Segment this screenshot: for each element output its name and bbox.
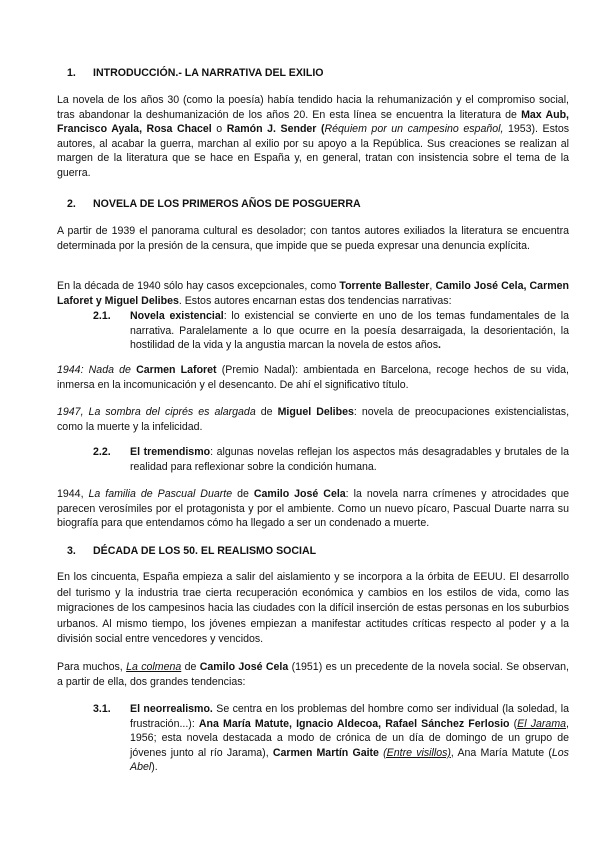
section-2-heading: [67, 197, 361, 212]
author-name: Ramón J. Sender (: [226, 123, 325, 136]
section-1-paragraph: [57, 93, 569, 181]
book-title: (Entre visillos): [383, 746, 451, 759]
book-title: La familia de Pascual Duarte: [88, 488, 233, 500]
book-title: Réquiem por un campesino español,: [324, 123, 504, 136]
text-run: : lo existencial se convierte en uno de los temas fundamentales de la narrativa. Paralelamente a lo que ocurre en la poesía desarraigada, la desorientación, la hostilidad de la vida y la angustia marcan la novela de estos años: [130, 310, 569, 352]
text-run: Se centra en los problemas del hombre como ser individual (la soledad, la frustración...):: [130, 703, 569, 730]
section-3-paragraph-2: [57, 660, 569, 689]
text-run: (: [509, 717, 518, 730]
text-run: 1953). Estos autores, al acabar la guerra, marchan al exilio por su apoyo a la República. Sus creaciones se realizan al margen de la literatura que se hace en España y, en general, tratan con insistencia sobre el tema de la guerra.: [57, 123, 570, 179]
subsection-term: El tremendismo: [130, 446, 211, 458]
subsection-number: 2.1.: [93, 310, 111, 322]
section-1-number: 1.: [67, 67, 76, 79]
subsection-2-2: [93, 445, 569, 474]
subsection-3-1: [93, 702, 569, 775]
author-names: Ana María Matute, Ignacio Aldecoa, Rafael Sánchez Ferlosio: [198, 717, 510, 730]
subsection-number: 2.2.: [93, 446, 111, 458]
text-run: (Premio Nadal): ambientada en Barcelona, recoge hechos de su vida, inmersa en la incomunicación y el desencanto. De ahí el significativo título.: [57, 364, 569, 391]
text-run: de: [232, 488, 254, 500]
text-run: (1951) es un precedente de la novela social. Se observan, a partir de ella, dos grandes tendencias:: [57, 661, 570, 688]
subsection-number: 3.1.: [93, 703, 111, 715]
author-name: Miguel Delibes: [277, 406, 354, 418]
author-names: Max Aub, Francisco Ayala, Rosa Chacel: [57, 108, 570, 136]
text-run: A partir de 1939 el panorama cultural es desolador; con tantos autores exiliados la literatura se encuentra determinada por la presión de la censura, que impide que se pueda expresar una denuncia explícita.: [57, 225, 569, 252]
book-title: Los Abel: [130, 746, 569, 774]
section-2-paragraph-1: [57, 224, 569, 253]
book-title: La colmena: [126, 661, 182, 673]
text-run: : algunas novelas reflejan los aspectos más desagradables y brutales de la realidad para reflexionar sobre la condición humana.: [130, 446, 569, 473]
text-run: , 1956; esta novela destacada a modo de crónica de un día de domingo de un grupo de jóvenes junto al río Jarama),: [130, 717, 569, 759]
text-run: 1944,: [57, 488, 89, 500]
author-name: Camilo José Cela: [253, 488, 346, 500]
book-title: 1947, La sombra del ciprés es alargada: [57, 406, 256, 418]
section-2-paragraph-3: [57, 363, 569, 392]
author-name: Torrente Ballester: [339, 280, 430, 292]
book-title: El Jarama: [517, 717, 567, 730]
text-run: En los cincuenta, España empieza a salir del aislamiento y se incorpora a la órbita de EEUU. El desarrollo del turismo y la industria trae cierta recuperación económica y cambios en los estilos de vida, como las migraciones de los campesinos hacia las ciudades con la difícil inserción de estas personas en los suburbios urbanos. Al mismo tiempo, los jóvenes empiezan a manifestar actitudes críticas respecto al poder y a la división social entre vencedores y vencidos.: [57, 571, 569, 646]
text-run: de: [255, 406, 278, 418]
section-3-paragraph-1: [57, 570, 569, 648]
section-3-heading: [67, 544, 316, 559]
author-name: Carmen Laforet: [136, 364, 217, 376]
text-run: : la novela narra crímenes y atrocidades que parecen verosímiles por el protagonista y por el ambiente. Como un nuevo pícaro, Pascual Duarte narra su biografía para que entendamos cómo ha llegado a ser un condenado a muerte.: [57, 488, 569, 530]
author-name: Carmen Martín Gaite: [272, 746, 379, 759]
subsection-term: El neorrealismo.: [130, 703, 213, 715]
text-run: En la década de 1940 sólo hay casos excepcionales, como: [57, 280, 340, 292]
text-run: ).: [151, 761, 158, 774]
text-run: . Estos autores encarnan estas dos tendencias narrativas:: [178, 294, 452, 307]
book-title: 1944: Nada de: [57, 364, 137, 376]
text-run: Para muchos,: [57, 661, 127, 673]
section-1-heading: [67, 66, 324, 81]
author-names: Carmen Laforet y Miguel Delibes: [57, 280, 569, 307]
section-3-title: DÉCADA DE LOS 50. EL REALISMO SOCIAL: [93, 545, 317, 557]
section-2-paragraph-5: [57, 487, 569, 531]
text-run: La novela de los años 30 (como la poesía) había tendido hacia la rehumanización y el compromiso social, tras abandonar la deshumanización de los años 20. En esta línea se encuentra la literatura de: [57, 94, 569, 121]
text-run: , Ana María Matute (: [450, 746, 552, 759]
section-3-number: 3.: [67, 545, 76, 557]
section-2-title: NOVELA DE LOS PRIMEROS AÑOS DE POSGUERRA: [93, 198, 361, 210]
text-run: ,: [429, 280, 436, 292]
author-name: Camilo José Cela,: [435, 280, 527, 292]
section-2-paragraph-2: [57, 279, 569, 308]
text-run: : novela de preocupaciones existencialistas, como la muerte y la infelicidad.: [57, 406, 570, 433]
subsection-term: Novela existencial: [130, 310, 224, 322]
text-run: .: [438, 339, 441, 352]
subsection-2-1: [93, 309, 569, 353]
section-2-number: 2.: [67, 198, 76, 210]
section-2-paragraph-4: [57, 405, 569, 434]
author-name: Camilo José Cela: [199, 661, 289, 673]
text-run: o: [211, 123, 227, 136]
section-1-title: INTRODUCCIÓN.- LA NARRATIVA DEL EXILIO: [93, 67, 324, 79]
text-run: de: [181, 661, 200, 673]
